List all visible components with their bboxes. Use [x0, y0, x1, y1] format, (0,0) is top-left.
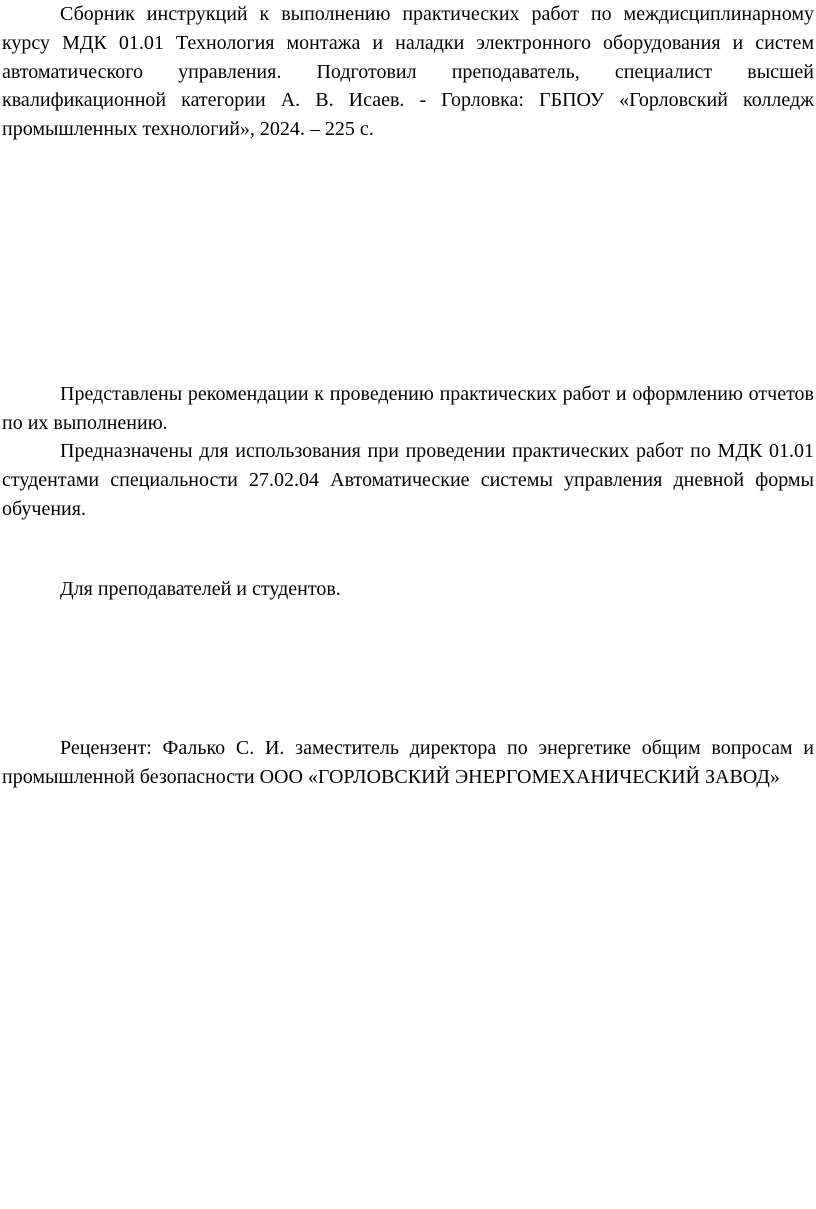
reviewer-info: Рецензент: Фалько С. И. заместитель директора по энергетике общим вопросам и промышленной безопасности ООО «ГОРЛОВСКИЙ ЭНЕРГОМЕХАНИЧЕСКИЙ ЗАВОД» [2, 737, 814, 788]
target-audience: Для преподавателей и студентов. [60, 578, 341, 600]
bibliographic-description: Сборник инструкций к выполнению практических работ по междисциплинарному курсу МДК 01.01 Технология монтажа и наладки электронного оборудования и систем автоматического управления. Подготовил преподаватель, специалист высшей квалификационной категории А. В. Исаев. - Горловка: ГБПОУ «Горловский колледж промышленных технологий», 2024. – 225 с. [2, 3, 814, 141]
annotation-paragraph-2: Предназначены для использования при проведении практических работ по МДК 01.01 студентами специальности 27.02.04 Автоматические системы управления дневной формы обучения. [2, 440, 814, 520]
annotation-paragraph-1: Представлены рекомендации к проведению практических работ и оформлению отчетов по их выполнению. [2, 383, 814, 434]
